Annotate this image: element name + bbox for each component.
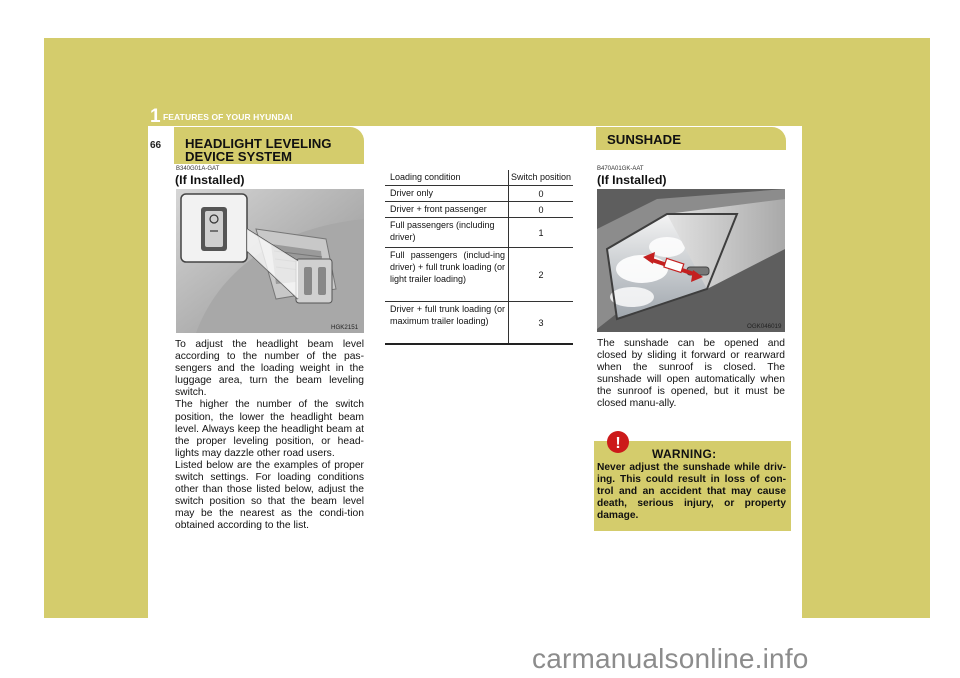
dashboard-illustration	[176, 189, 364, 333]
table-row	[385, 302, 573, 345]
headlight-figure-label: HGK2151	[331, 324, 359, 331]
headlight-paragraph-3: Listed below are the examples of proper switch settings. For loading conditions other than those listed below, adjust the switch position so that the beam level may be the nearest as the condi-tion obtained according to the list.	[175, 459, 364, 532]
headlight-section-tab	[174, 127, 364, 164]
headlight-paragraph-1: To adjust the headlight beam level according to the number of the pas-sengers and the loading weight in the luggage area, turn the beam leveling switch.	[175, 339, 364, 399]
sunshade-section-code: B470A01GK-AAT	[597, 166, 644, 172]
sunshade-figure-label: OGK046019	[747, 323, 782, 330]
table-cell-position: 0	[509, 202, 574, 218]
sunshade-section-title: SUNSHADE	[607, 132, 682, 147]
table-header-position: Switch position	[509, 170, 574, 186]
table-cell-position: 3	[509, 302, 574, 345]
headlight-body-text	[175, 339, 364, 533]
headlight-section-code: B340G01A-GAT	[176, 166, 220, 172]
page-number: 66	[150, 140, 162, 151]
table-header-condition: Loading condition	[385, 170, 509, 186]
table-cell-position: 2	[509, 248, 574, 302]
watermark: carmanualsonline.info	[532, 643, 809, 674]
table-row	[385, 202, 573, 218]
table-cell-position: 1	[509, 218, 574, 248]
chapter-number: 1	[150, 106, 161, 127]
table-cell-condition: Driver only	[385, 186, 509, 202]
table-row	[385, 218, 573, 248]
chapter-title: FEATURES OF YOUR HYUNDAI	[163, 112, 293, 122]
warning-icon	[607, 431, 629, 453]
sunshade-body-text: The sunshade can be opened and closed by sliding it forward or rearward when the sunroof is closed. The sunshade will open automatically when the sunroof is opened, but it must be closed manu-ally.	[597, 338, 785, 410]
table-cell-condition: Driver + full trunk loading (or maximum trailer loading)	[385, 302, 509, 345]
headlight-switch-figure	[176, 189, 364, 333]
warning-text: Never adjust the sunshade while driv-ing. This could result in loss of con-trol and an accident that may cause death, serious injury, or property damage.	[597, 462, 786, 521]
sunshade-subhead: (If Installed)	[597, 173, 667, 187]
warning-title: WARNING:	[652, 447, 717, 461]
table-header-row	[385, 170, 573, 186]
table-row	[385, 248, 573, 302]
sunshade-section-tab	[596, 127, 786, 150]
warning-icon-glyph: !	[615, 435, 621, 452]
table-cell-condition: Full passengers (includ-ing driver) + full trunk loading (or light trailer loading)	[385, 248, 509, 302]
table-cell-condition: Full passengers (including driver)	[385, 218, 509, 248]
table-cell-condition: Driver + front passenger	[385, 202, 509, 218]
headlight-subhead: (If Installed)	[175, 173, 245, 187]
sunroof-illustration	[597, 189, 785, 332]
loading-condition-table	[385, 170, 573, 345]
table-cell-position: 0	[509, 186, 574, 202]
headlight-paragraph-2: The higher the number of the switch position, the lower the headlight beam level. Always keep the headlight beam at the proper leveling position, or head-lights may dazzle other road users.	[175, 399, 364, 459]
table-row	[385, 186, 573, 202]
headlight-section-title: HEADLIGHT LEVELING DEVICE SYSTEM	[185, 136, 332, 164]
sunshade-figure	[597, 189, 785, 332]
